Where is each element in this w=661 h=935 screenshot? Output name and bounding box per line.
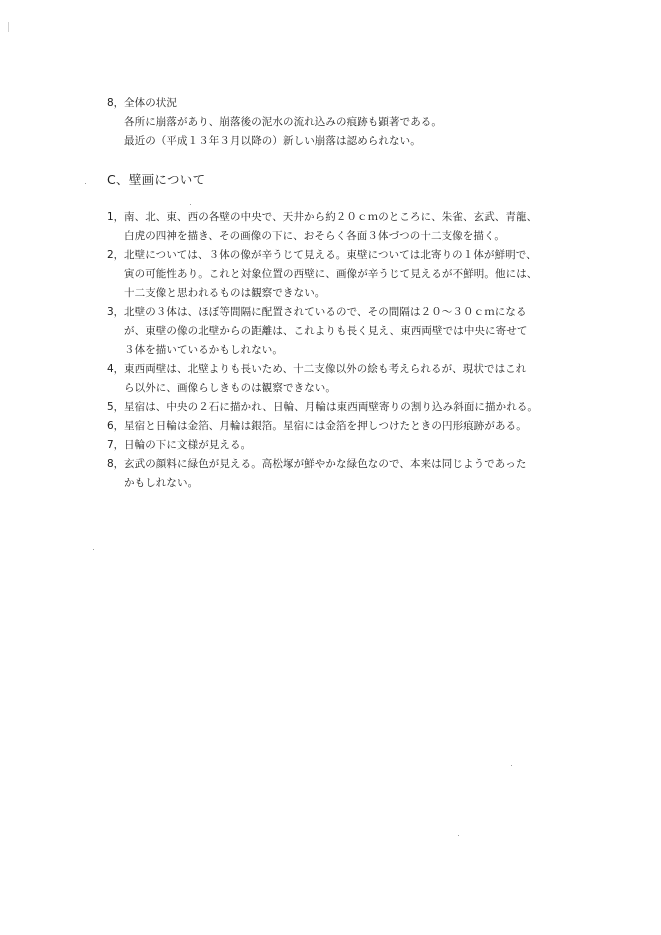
- paragraph-line: 南、北、東、西の各壁の中央で、天井から約２０ｃｍのところに、朱雀、玄武、青龍、: [124, 211, 538, 223]
- paragraph-line: 寅の可能性あり。これと対象位置の西壁に、画像が辛うじて見えるが不鮮明。他には、: [124, 268, 538, 280]
- scan-speck: [458, 835, 459, 836]
- paragraph-line: 玄武の顔料に緑色が見える。高松塚が鮮やかな緑色なので、本来は同じようであった: [124, 458, 527, 470]
- paragraph-line: 十二支像と思われるものは観察できない。: [124, 287, 326, 299]
- scan-speck: [8, 22, 9, 32]
- paragraph-line: が、東壁の像の北壁からの距離は、これよりも長く見え、東西両壁では中央に寄せて: [124, 325, 528, 337]
- scan-speck: [85, 183, 86, 184]
- paragraph-line: 星宿と日輪は金箔、月輪は銀箔。星宿には金箔を押しつけたときの円形痕跡がある。: [124, 420, 527, 432]
- paragraph-line: 各所に崩落があり、崩落後の泥水の流れ込みの痕跡も顕著である。: [124, 116, 442, 128]
- paragraph-line: 東西両壁は、北壁よりも長いため、十二支像以外の絵も考えられるが、現状ではこれ: [124, 363, 527, 375]
- paragraph-line: 星宿は、中央の２石に描かれ、日輪、月輪は東西両壁寄りの割り込み斜面に描かれる。: [124, 401, 539, 413]
- item-number: 7，: [107, 439, 125, 451]
- paragraph-line: 北壁の３体は、ほぼ等間隔に配置されているので、その間隔は２０～３０ｃｍになる: [124, 306, 527, 318]
- item-number: 8，: [107, 458, 125, 470]
- paragraph-line: 白虎の四神を描き、その画像の下に、おそらく各面３体づつの十二支像を描く。: [124, 230, 505, 242]
- paragraph-line: 北壁については、３体の像が辛うじて見える。東壁については北寄りの１体が鮮明で、: [124, 249, 537, 261]
- item-title: 全体の状況: [124, 97, 177, 109]
- paragraph-line: 最近の（平成１３年３月以降の）新しい崩落は認められない。: [124, 135, 421, 147]
- item-number: 4，: [107, 363, 125, 375]
- scan-speck: [93, 549, 94, 550]
- item-number: 3，: [107, 306, 125, 318]
- paragraph-line: ３体を描いているかもしれない。: [124, 344, 283, 356]
- scan-speck: [190, 204, 191, 205]
- scan-speck: [511, 765, 512, 766]
- item-number: 8，: [107, 97, 125, 109]
- item-number: 1，: [107, 211, 125, 223]
- paragraph-line: かもしれない。: [124, 477, 199, 489]
- item-number: 2，: [107, 249, 125, 261]
- item-number: 5，: [107, 401, 125, 413]
- item-number: 6，: [107, 420, 125, 432]
- paragraph-line: 日輪の下に文様が見える。: [124, 439, 252, 451]
- paragraph-line: ら以外に、画像らしきものは観察できない。: [124, 382, 336, 394]
- section-heading: C、壁画について: [107, 172, 206, 187]
